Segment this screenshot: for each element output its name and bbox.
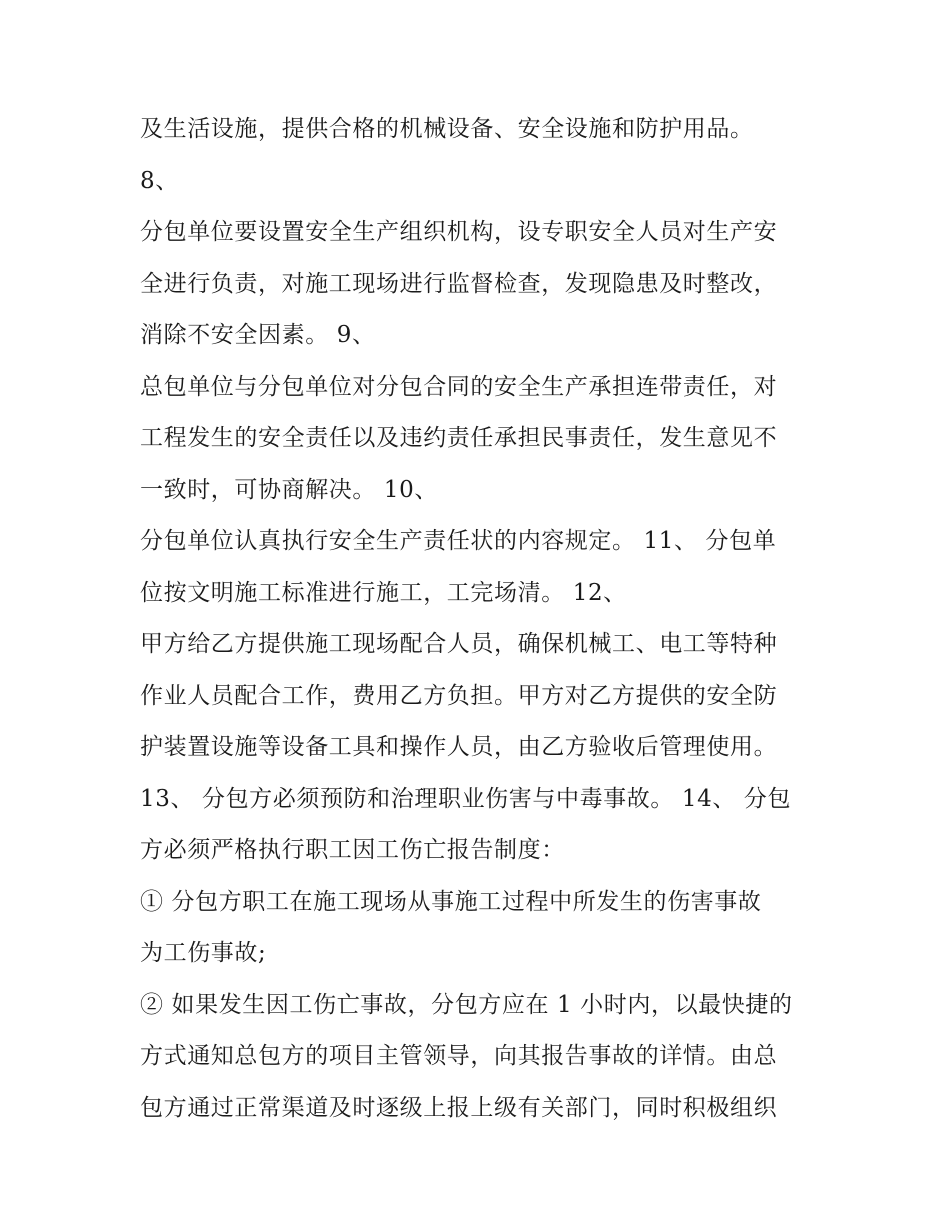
- text-line: 分包单位认真执行安全生产责任状的内容规定。 11、 分包单: [140, 528, 777, 554]
- text-line: 一致时，可协商解决。 10、: [140, 476, 438, 503]
- text-line: ② 如果发生因工伤亡事故，分包方应在 1 小时内，以最快捷的: [140, 991, 793, 1018]
- text-line: 位按文明施工标准进行施工，工完场清。 12、: [140, 579, 627, 606]
- text-line: 护装置设施等设备工具和操作人员，由乙方验收后管理使用。: [140, 734, 778, 760]
- text-line: 为工伤事故;: [140, 940, 267, 966]
- text-line: 总包单位与分包单位对分包合同的安全生产承担连带责任，对: [140, 373, 778, 400]
- text-line: 方必须严格执行职工因工伤亡报告制度：: [140, 837, 565, 863]
- text-line: 甲方给乙方提供施工现场配合人员，确保机械工、电工等特种: [140, 631, 778, 657]
- text-line: ① 分包方职工在施工现场从事施工过程中所发生的伤害事故: [140, 888, 762, 915]
- text-line: 工程发生的安全责任以及违约责任承担民事责任，发生意见不: [140, 425, 778, 451]
- text-line: 方式通知总包方的项目主管领导，向其报告事故的详情。由总: [140, 1043, 778, 1069]
- document-body: [140, 104, 820, 1134]
- text-line: 作业人员配合工作，费用乙方负担。甲方对乙方提供的安全防: [140, 682, 778, 709]
- text-line: 13、 分包方必须预防和治理职业伤害与中毒事故。 14、 分包: [140, 785, 792, 812]
- text-line: 全进行负责，对施工现场进行监督检查，发现隐患及时整改，: [140, 270, 778, 297]
- text-line: 及生活设施，提供合格的机械设备、安全设施和防护用品。: [140, 116, 754, 142]
- text-line: 消除不安全因素。 9、: [140, 322, 376, 348]
- text-line: 分包单位要设置安全生产组织机构，设专职安全人员对生产安: [140, 219, 778, 245]
- text-line: 8、: [140, 167, 179, 194]
- text-line: 包方通过正常渠道及时逐级上报上级有关部门，同时积极组织: [140, 1094, 778, 1121]
